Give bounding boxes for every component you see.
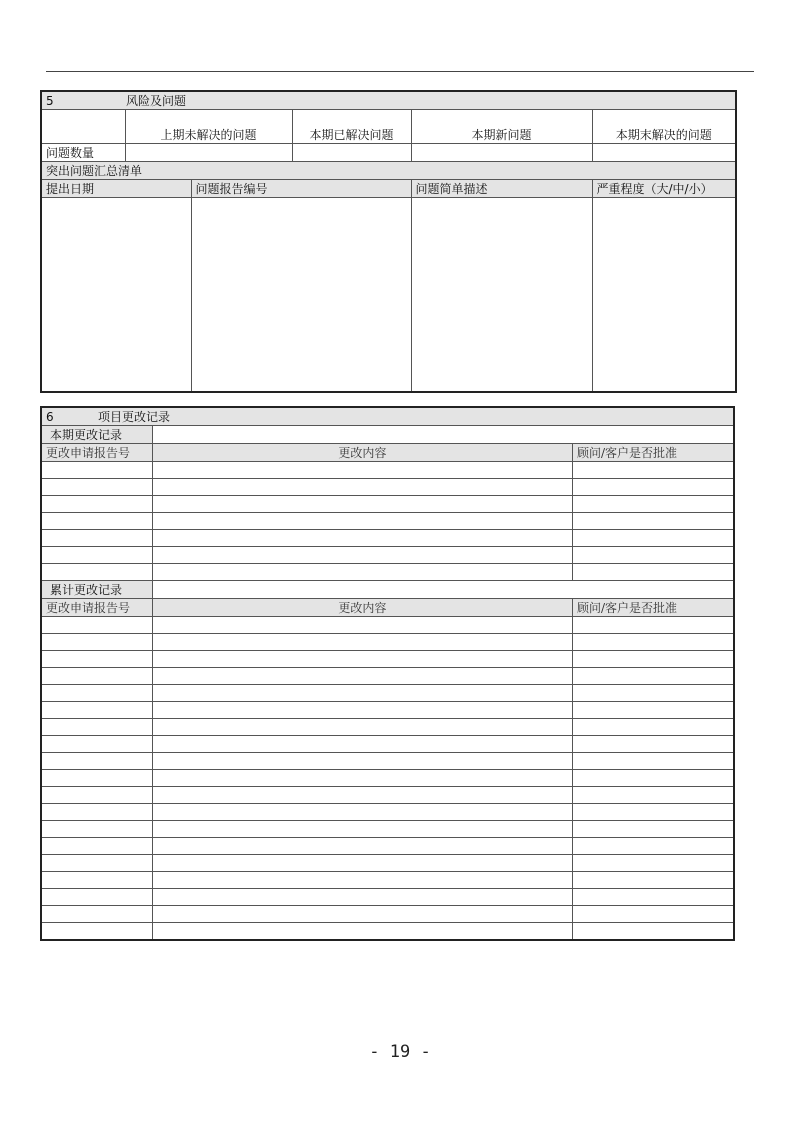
change-request-number-cell[interactable] — [41, 702, 152, 719]
col-report-number: 问题报告编号 — [191, 180, 411, 198]
issue-count-cell[interactable] — [125, 144, 292, 162]
change-content-cell[interactable] — [152, 564, 572, 581]
change-row — [41, 530, 734, 547]
change-content-cell[interactable] — [152, 804, 572, 821]
approval-cell[interactable] — [573, 479, 735, 496]
change-row — [41, 804, 734, 821]
change-request-number-cell[interactable] — [41, 547, 152, 564]
change-request-number-cell[interactable] — [41, 462, 152, 479]
issue-count-cell[interactable] — [292, 144, 411, 162]
issue-count-cell[interactable] — [411, 144, 592, 162]
change-request-number-cell[interactable] — [41, 855, 152, 872]
change-row — [41, 821, 734, 838]
approval-cell[interactable] — [573, 702, 735, 719]
change-content-cell[interactable] — [152, 855, 572, 872]
change-content-cell[interactable] — [152, 530, 572, 547]
header-rule — [46, 71, 754, 72]
section5-title-row — [41, 91, 736, 110]
col-resolved-this-period: 本期已解决问题 — [292, 110, 411, 144]
change-row — [41, 617, 734, 634]
col-brief-description: 问题简单描述 — [411, 180, 592, 198]
col-change-request-number: 更改申请报告号 — [41, 599, 152, 617]
cumulative-changes-heading: 累计更改记录 — [41, 581, 152, 599]
change-content-cell[interactable] — [152, 821, 572, 838]
change-row — [41, 889, 734, 906]
change-request-number-cell[interactable] — [41, 770, 152, 787]
change-row — [41, 923, 734, 940]
summary-heading-row — [41, 162, 736, 180]
change-request-number-cell[interactable] — [41, 668, 152, 685]
change-content-cell[interactable] — [152, 668, 572, 685]
approval-cell[interactable] — [573, 462, 735, 479]
section6-number: 6 — [46, 410, 54, 424]
section6-title-row — [41, 407, 734, 426]
change-request-number-cell[interactable] — [41, 804, 152, 821]
section5-number: 5 — [46, 94, 54, 108]
issue-count-row — [41, 144, 736, 162]
col-approval: 顾问/客户是否批准 — [573, 599, 735, 617]
change-content-cell[interactable] — [152, 753, 572, 770]
change-row — [41, 668, 734, 685]
change-row — [41, 685, 734, 702]
change-row — [41, 906, 734, 923]
summary-heading: 突出问题汇总清单 — [41, 162, 736, 180]
current-changes-heading: 本期更改记录 — [41, 426, 152, 444]
change-row — [41, 513, 734, 530]
heading-blank — [152, 581, 734, 599]
issue-count-cell[interactable] — [592, 144, 736, 162]
col-change-request-number: 更改申请报告号 — [41, 444, 152, 462]
change-request-number-cell[interactable] — [41, 513, 152, 530]
change-request-number-cell[interactable] — [41, 906, 152, 923]
change-content-cell[interactable] — [152, 719, 572, 736]
approval-cell[interactable] — [573, 736, 735, 753]
change-request-number-cell[interactable] — [41, 736, 152, 753]
approval-cell[interactable] — [573, 906, 735, 923]
approval-cell[interactable] — [573, 804, 735, 821]
issue-list-body-row — [41, 198, 736, 392]
approval-cell[interactable] — [573, 496, 735, 513]
cumulative-heading-row — [41, 581, 734, 599]
change-row — [41, 736, 734, 753]
change-content-cell[interactable] — [152, 770, 572, 787]
change-content-cell[interactable] — [152, 872, 572, 889]
approval-cell[interactable] — [573, 753, 735, 770]
approval-cell[interactable] — [573, 770, 735, 787]
change-row — [41, 872, 734, 889]
change-request-number-cell[interactable] — [41, 753, 152, 770]
change-content-cell[interactable] — [152, 906, 572, 923]
change-request-number-cell[interactable] — [41, 617, 152, 634]
change-request-number-cell[interactable] — [41, 634, 152, 651]
approval-cell[interactable] — [573, 547, 735, 564]
change-content-cell[interactable] — [152, 685, 572, 702]
change-row — [41, 479, 734, 496]
change-request-number-cell[interactable] — [41, 651, 152, 668]
current-change-rows — [41, 462, 734, 581]
header-blank-cell — [41, 110, 125, 144]
col-change-content: 更改内容 — [152, 599, 572, 617]
brief-description-cell[interactable] — [411, 198, 592, 392]
approval-cell[interactable] — [573, 923, 735, 940]
change-request-number-cell[interactable] — [41, 787, 152, 804]
col-approval: 顾问/客户是否批准 — [573, 444, 735, 462]
change-request-number-cell[interactable] — [41, 564, 152, 581]
col-severity: 严重程度（大/中/小） — [592, 180, 736, 198]
change-row — [41, 855, 734, 872]
change-content-cell[interactable] — [152, 736, 572, 753]
col-prev-unresolved: 上期未解决的问题 — [125, 110, 292, 144]
approval-cell[interactable] — [573, 855, 735, 872]
col-new-this-period: 本期新问题 — [411, 110, 592, 144]
change-row — [41, 787, 734, 804]
change-content-cell[interactable] — [152, 651, 572, 668]
raised-date-cell[interactable] — [41, 198, 191, 392]
current-columns-row — [41, 444, 734, 462]
change-request-number-cell[interactable] — [41, 838, 152, 855]
col-unresolved-end-period: 本期末解决的问题 — [592, 110, 736, 144]
change-content-cell[interactable] — [152, 923, 572, 940]
approval-cell[interactable] — [573, 685, 735, 702]
approval-cell[interactable] — [573, 838, 735, 855]
issue-count-header-row — [41, 110, 736, 144]
change-request-number-cell[interactable] — [41, 872, 152, 889]
change-request-number-cell[interactable] — [41, 889, 152, 906]
change-row — [41, 770, 734, 787]
heading-blank — [152, 426, 734, 444]
change-row — [41, 719, 734, 736]
approval-cell[interactable] — [573, 889, 735, 906]
change-content-cell[interactable] — [152, 617, 572, 634]
col-change-content: 更改内容 — [152, 444, 572, 462]
page-number: - 19 - — [369, 1042, 431, 1062]
change-row — [41, 753, 734, 770]
change-record-table — [40, 406, 735, 941]
approval-cell[interactable] — [573, 617, 735, 634]
change-content-cell[interactable] — [152, 547, 572, 564]
change-content-cell[interactable] — [152, 838, 572, 855]
change-content-cell[interactable] — [152, 462, 572, 479]
change-row — [41, 547, 734, 564]
approval-cell[interactable] — [573, 564, 735, 581]
change-request-number-cell[interactable] — [41, 479, 152, 496]
change-row — [41, 462, 734, 479]
change-request-number-cell[interactable] — [41, 719, 152, 736]
approval-cell[interactable] — [573, 821, 735, 838]
current-heading-row — [41, 426, 734, 444]
approval-cell[interactable] — [573, 787, 735, 804]
cumulative-columns-row — [41, 599, 734, 617]
approval-cell[interactable] — [573, 719, 735, 736]
approval-cell[interactable] — [573, 651, 735, 668]
approval-cell[interactable] — [573, 513, 735, 530]
change-row — [41, 651, 734, 668]
change-content-cell[interactable] — [152, 513, 572, 530]
change-row — [41, 702, 734, 719]
approval-cell[interactable] — [573, 530, 735, 547]
change-content-cell[interactable] — [152, 889, 572, 906]
risk-issues-table — [40, 90, 737, 393]
section5-title: 风险及问题 — [126, 94, 187, 108]
change-content-cell[interactable] — [152, 496, 572, 513]
approval-cell[interactable] — [573, 634, 735, 651]
change-request-number-cell[interactable] — [41, 496, 152, 513]
col-raised-date: 提出日期 — [41, 180, 191, 198]
issue-count-label: 问题数量 — [41, 144, 125, 162]
change-request-number-cell[interactable] — [41, 685, 152, 702]
change-row — [41, 564, 734, 581]
change-row — [41, 496, 734, 513]
change-request-number-cell[interactable] — [41, 530, 152, 547]
change-request-number-cell[interactable] — [41, 821, 152, 838]
section6-title: 项目更改记录 — [98, 410, 171, 424]
change-content-cell[interactable] — [152, 787, 572, 804]
severity-cell[interactable] — [592, 198, 736, 392]
change-content-cell[interactable] — [152, 702, 572, 719]
report-number-cell[interactable] — [191, 198, 411, 392]
approval-cell[interactable] — [573, 668, 735, 685]
issue-list-header-row — [41, 180, 736, 198]
change-request-number-cell[interactable] — [41, 923, 152, 940]
change-row — [41, 634, 734, 651]
approval-cell[interactable] — [573, 872, 735, 889]
cumulative-change-rows — [41, 617, 734, 940]
change-row — [41, 838, 734, 855]
change-content-cell[interactable] — [152, 479, 572, 496]
change-content-cell[interactable] — [152, 634, 572, 651]
